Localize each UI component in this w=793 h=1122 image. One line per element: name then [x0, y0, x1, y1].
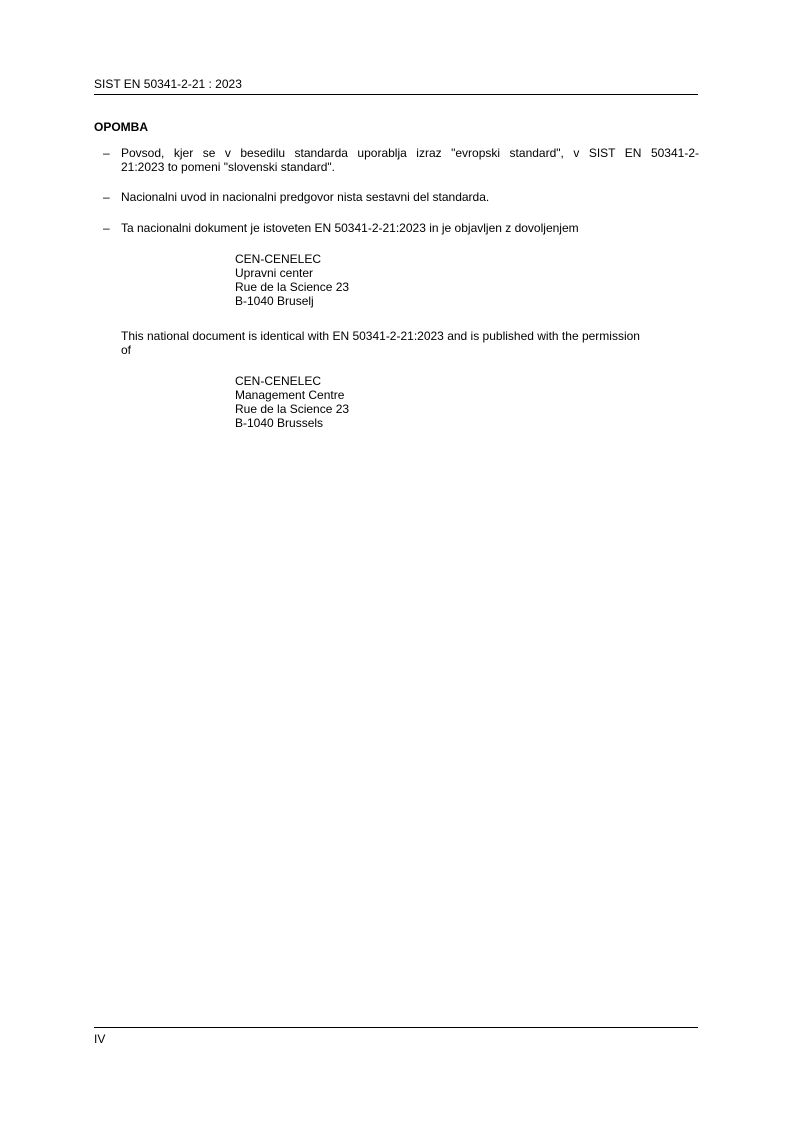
- english-note-line: This national document is identical with EN 50341-2-21:2023 and is published with the permission: [121, 329, 640, 343]
- address-slovenian: [235, 252, 349, 308]
- bullet-text: Nacionalni uvod in nacionalni predgovor nista sestavni del standarda.: [121, 190, 490, 204]
- bullet-text-line: 21:2023 to pomeni "slovenski standard".: [121, 160, 335, 174]
- bullet-text: Ta nacionalni dokument je istoveten EN 50341-2-21:2023 in je objavljen z dovoljenjem: [121, 221, 579, 235]
- section-heading: OPOMBA: [94, 120, 148, 134]
- bullet-text-line: Povsod, kjer se v besedilu standarda uporablja izraz "evropski standard", v SIST EN 50341-2-: [121, 146, 699, 160]
- address-line: Upravni center: [235, 266, 314, 280]
- address-line: CEN-CENELEC: [235, 374, 322, 388]
- address-line: CEN-CENELEC: [235, 252, 322, 266]
- page-number: IV: [94, 1032, 106, 1046]
- footer-rule: [94, 1027, 698, 1028]
- address-line: Rue de la Science 23: [235, 280, 350, 294]
- address-line: Rue de la Science 23: [235, 402, 350, 416]
- bullet-dash: –: [103, 190, 110, 204]
- header-doc-id: SIST EN 50341-2-21 : 2023: [94, 77, 242, 91]
- bullet-dash: –: [103, 146, 110, 160]
- bullet-dash: –: [103, 221, 110, 235]
- address-line: B-1040 Brussels: [235, 416, 324, 430]
- address-line: Management Centre: [235, 388, 345, 402]
- header-rule: [94, 94, 698, 95]
- address-english: [235, 374, 349, 430]
- english-note-line: of: [121, 343, 132, 357]
- address-line: B-1040 Bruselj: [235, 294, 314, 308]
